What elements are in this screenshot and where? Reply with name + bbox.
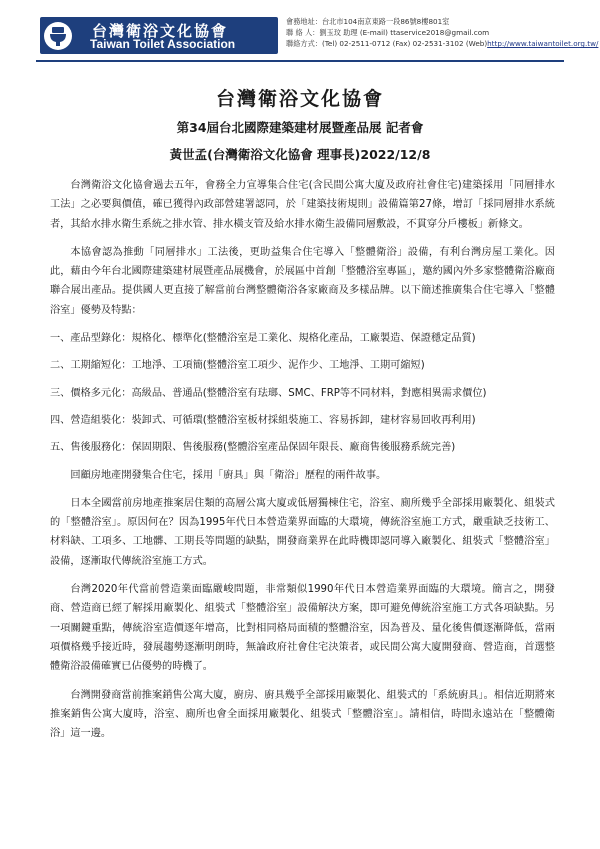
toilet-icon: [43, 21, 73, 51]
document-body: [50, 176, 555, 752]
list-item: 五、售後服務化：保固期限、售後服務(整體浴室產品保固年限長、廠商售後服務系統完善): [50, 442, 456, 454]
org-name-zh: 台灣衛浴文化協會: [92, 22, 229, 40]
org-name-en: Taiwan Toilet Association: [90, 37, 236, 51]
header-divider: [36, 60, 564, 62]
association-logo: [40, 17, 278, 54]
phone-fax-text: 聯絡方式：(Tel) 02-2511-0712 (Fax) 02-2531-3102 (Web): [286, 39, 488, 48]
document-subtitle: 第34屆台北國際建築建材展暨產品展 記者會: [176, 120, 424, 135]
document-title: 台灣衛浴文化協會: [215, 88, 384, 110]
list-item: 二、工期縮短化：工地淨、工項簡(整體浴室工項少、泥作少、工地淨、工期可縮短): [50, 360, 425, 372]
document-author: 黃世孟(台灣衛浴文化協會 理事長)2022/12/8: [169, 147, 431, 162]
list-item: 三、價格多元化：高級品、普通品(整體浴室有珐瑯、SMC、FRP等不同材料，對應相異需求價位): [50, 387, 487, 399]
letterhead: [36, 13, 599, 57]
list-item: 四、營造組裝化：裝卸式、可循環(整體浴室板材採組裝施工、容易拆卸，建材容易回收再利用): [50, 414, 476, 426]
contact-info: [286, 16, 599, 49]
paragraph: 台灣2020年代當前營造業面臨嚴峻問題，非常類似1990年代日本營造業界面臨的大環境。簡言之，開發商、營造商已經了解採用廠製化、組裝式「整體浴室」設備解決方案，即可避免傳統浴室施工方式各項缺點。另一項關鍵重點，傳統浴室造價逐年增高，比對相同格局面積的整體浴室，因為普及、量化後售價逐漸降低，當兩項價格幾乎接近時，發展趨勢逐漸明朗時，無論政府社會住宅決策者，或民間公寓大廈開發商、營造商，首選整體衛浴設備確實已佔優勢的時機了。: [50, 584, 555, 673]
paragraph: 回顧房地產開發集合住宅，採用「廚具」與「衛浴」歷程的兩件故事。: [70, 469, 387, 481]
contact-person-line: 聯 絡 人：劉玉玟 助理 (E-mail) ttaservice2018@gmail.com: [286, 28, 490, 37]
list-item: 一、產品型錄化：規格化、標準化(整體浴室是工業化、規格化產品，工廠製造、保證穩定品質): [50, 333, 476, 345]
paragraph: 日本全國當前房地產推案居住類的高層公寓大廈或低層獨棟住宅，浴室、廁所幾乎全部採用廠製化、組裝式的「整體浴室」。原因何在？因為1995年代日本營造業界面臨的大環境，傳統浴室施工方式，嚴重缺乏技術工、材料缺、工項多、工地髒、工期長等問題的缺點，開發商業界在此時機即認同導入廠製化、組裝式「整體浴室」設備，逐漸取代傳統浴室施工方式。: [50, 497, 555, 567]
phone-line: [286, 38, 599, 49]
paragraph: 台灣衛浴文化協會過去五年，會務全力宣導集合住宅(含民間公寓大廈及政府社會住宅)建築採用「同層排水工法」之必要與價值，確已獲得內政部營建署認同，於「建築技術規則」設備篇第27條，增訂「採同層排水系統者，其給水排水衛生系統之排水管、排水橫支管及給水排水衛生設備同層敷設，不貫穿分戶樓板」新條文。: [50, 180, 555, 230]
paragraph: 台灣開發商當前推案銷售公寓大廈，廚房、廚具幾乎全部採用廠製化、組裝式的「系統廚具」。相信近期將來推案銷售公寓大廈時，浴室、廁所也會全面採用廠製化、組裝式「整體浴室」。請相信，時間永遠站在「整體衛浴」這一邊。: [50, 689, 555, 740]
address-line: 會務地址：台北市104南京東路一段86號8樓801室: [286, 17, 450, 26]
paragraph: 本協會認為推動「同層排水」工法後，更助益集合住宅導入「整體衛浴」設備，有利台灣房屋工業化。因此，藉由今年台北國際建築建材展暨產品展機會，於展區中首創「整體浴室專區」，邀約國內外多家整體衛浴廠商聯合展出產品。提供國人更直接了解當前台灣整體衛浴各家廠商及多樣品牌。以下簡述推廣集合住宅導入「整體浴室」優勢及特點：: [50, 246, 555, 316]
website-link[interactable]: http://www.taiwantoilet.org.tw/: [487, 39, 599, 48]
